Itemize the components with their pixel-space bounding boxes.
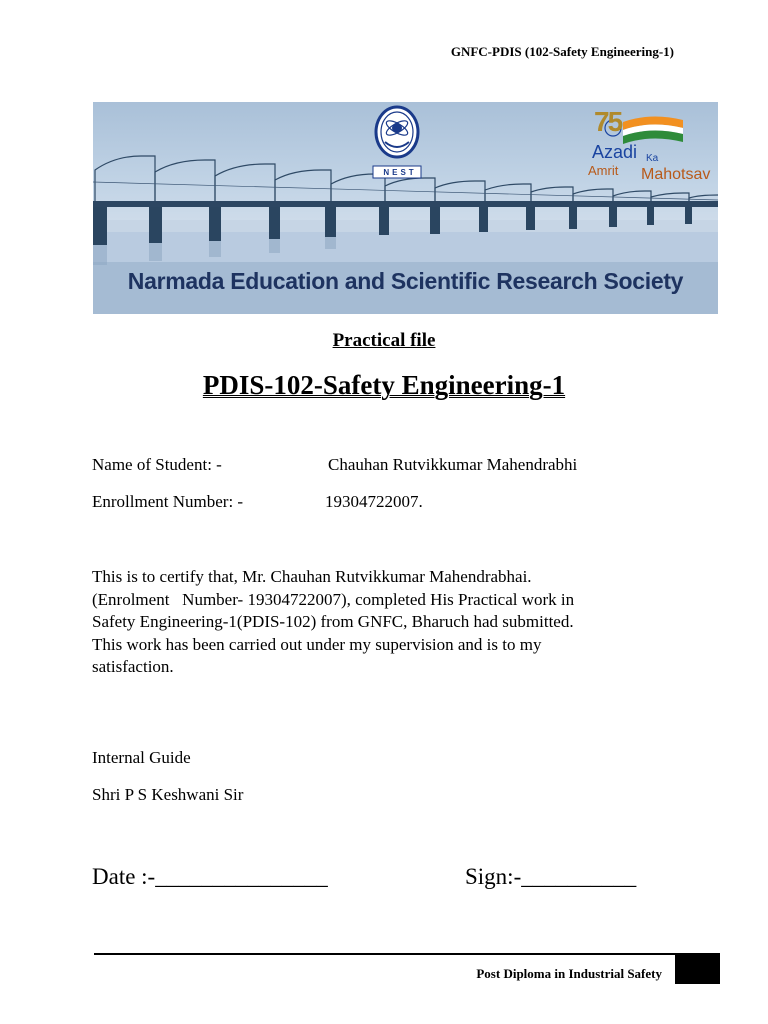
guide-name: Shri P S Keshwani Sir — [92, 785, 244, 804]
certificate-line: This work has been carried out under my supervision and is to my — [92, 634, 542, 654]
amrit-text: Amrit — [588, 163, 619, 178]
footer-rule — [94, 953, 720, 955]
azadi-75-text: 75 — [594, 106, 622, 137]
page-header: GNFC-PDIS (102-Safety Engineering-1) — [450, 44, 674, 59]
certificate-line: (Enrolment Number- 19304722007), completed His Practical work in — [92, 589, 575, 609]
mahotsav-text: Mahotsav — [641, 166, 711, 183]
page-number-box — [675, 955, 720, 984]
azadi-text: Azadi — [592, 142, 638, 162]
practical-file-heading: Practical file — [332, 330, 436, 351]
certificate-line: This is to certify that, Mr. Chauhan Rutvikkumar Mahendrabhai. — [92, 567, 532, 586]
banner — [93, 102, 718, 314]
internal-guide-title: Internal Guide — [92, 748, 191, 767]
certificate-text — [92, 566, 692, 679]
certificate-line: Safety Engineering-1(PDIS-102) from GNFC, Bharuch had submitted. — [92, 612, 574, 631]
course-title: PDIS-102-Safety Engineering-1 — [202, 370, 566, 400]
sign-field: Sign:-__________ — [465, 864, 637, 889]
student-name-label: Name of Student: - — [92, 455, 222, 474]
enrollment-value: 19304722007. — [325, 492, 423, 511]
date-field: Date :-_______________ — [92, 864, 328, 889]
enrollment-label: Enrollment Number: - — [92, 492, 244, 511]
nest-logo-label: NEST — [383, 168, 417, 177]
certificate-line: satisfaction. — [92, 657, 174, 676]
society-name: Narmada Education and Scientific Research Society — [127, 268, 684, 294]
footer-text: Post Diploma in Industrial Safety — [476, 966, 662, 981]
student-name-value: Chauhan Rutvikkumar Mahendrabhi — [328, 455, 578, 474]
azadi-ka-text: Ka — [646, 153, 659, 164]
